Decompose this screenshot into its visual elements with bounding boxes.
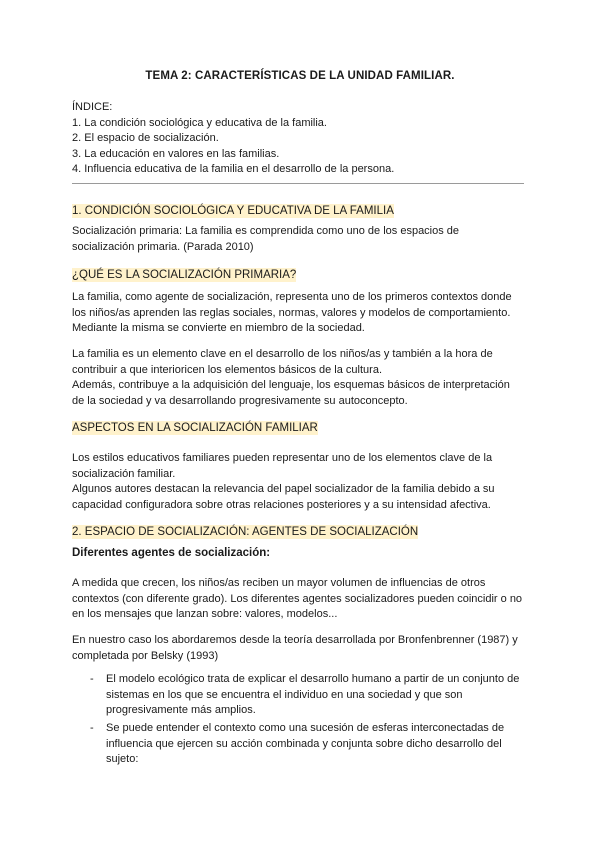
section-q-body-2 [72,347,524,409]
paragraph-line: En nuestro caso los abordaremos desde la teoría desarrollada por Bronfenbrenner (1987) y [72,634,518,646]
section-heading-aspectos: ASPECTOS EN LA SOCIALIZACIÓN FAMILIAR [72,422,318,434]
paragraph-line: Se puede entender el contexto como una sucesión de esferas interconectadas de [106,722,505,734]
paragraph-line: socialización primaria. (Parada 2010) [72,240,254,253]
section-2-body-1 [72,576,524,623]
paragraph-line: influencia que ejercen su acción combinada y conjunta sobre dicho desarrollo del [106,737,502,750]
section-2-body-2 [72,633,524,664]
bullet-text [106,672,524,719]
section-heading-espacio: 2. ESPACIO DE SOCIALIZACIÓN: AGENTES DE SOCIALIZACIÓN [72,526,419,538]
index-label: ÍNDICE: [72,101,113,113]
paragraph-line: sistemas en los que se encuentra el individuo en una sociedad y que son [106,688,463,701]
paragraph-line: de la sociedad y va desarrollando progresivamente su autoconcepto. [72,394,408,407]
section-1-body [72,224,524,255]
section-heading-condicion: 1. CONDICIÓN SOCIOLÓGICA Y EDUCATIVA DE LA FAMILIA [72,205,394,217]
bullet-dash: - [90,673,94,685]
paragraph-line: Socialización primaria: La familia es comprendida como uno de los espacios de [72,225,460,237]
paragraph-line: El modelo ecológico trata de explicar el desarrollo humano a partir de un conjunto de [106,673,520,685]
paragraph-line: Algunos autores destacan la relevancia del papel socializador de la familia debido a su [72,483,495,495]
paragraph-line: La familia es un elemento clave en el desarrollo de los niños/as y también a la hora de [72,348,493,360]
paragraph-line: A medida que crecen, los niños/as reciben un mayor volumen de influencias de otros [72,577,486,589]
index-item: 3. La educación en valores en las familias. [72,147,280,160]
paragraph-line: progresivamente más amplios. [106,704,256,716]
paragraph-line: Además, contribuye a la adquisición del lenguaje, los esquemas básicos de interpretación [72,379,510,391]
paragraph-line: La familia, como agente de socialización, representa uno de los primeros contextos donde [72,291,512,303]
index-item: 1. La condición sociológica y educativa de la familia. [72,116,327,129]
paragraph-line: socialización familiar. [72,467,176,480]
section-2 [72,525,524,541]
paragraph-line: en los mensajes que lanzan sobre: valores, modelos... [72,608,338,620]
section-2-subheading [72,546,524,562]
paragraph-line: los niños/as aprenden las reglas sociales, normas, valores y modelos de comportamiento. [72,306,511,319]
horizontal-divider [72,183,524,184]
paragraph-line: completada por Belsky (1993) [72,649,219,662]
section-socializacion-primaria [72,268,524,284]
index-item: 2. El espacio de socialización. [72,132,219,144]
section-1 [72,204,524,220]
paragraph-line: sujeto: [106,753,139,765]
paragraph-line: contribuir a que interioricen los elementos básicos de la cultura. [72,363,382,376]
index-block [72,100,524,178]
paragraph-line: Los estilos educativos familiares pueden representar uno de los elementos clave de la [72,452,493,464]
paragraph-line: contextos (con diferente grado). Los diferentes agentes socializadores pueden coincidir o no [72,592,523,605]
section-aspectos [72,421,524,437]
section-aspectos-body [72,451,524,513]
section-q-body-1 [72,290,524,337]
paragraph-line: capacidad configuradora sobre otras relaciones posteriores y a su intensidad afectiva. [72,498,491,511]
bullet-text [106,721,524,768]
section-heading-que-es: ¿QUÉ ES LA SOCIALIZACIÓN PRIMARIA? [72,269,297,281]
bullet-dash: - [90,722,94,734]
paragraph-line: Mediante la misma se convierte en miembro de la sociedad. [72,322,365,334]
page-title: TEMA 2: CARACTERÍSTICAS DE LA UNIDAD FAMILIAR. [145,70,455,82]
subheading: Diferentes agentes de socialización: [72,547,271,559]
index-item: 4. Influencia educativa de la familia en el desarrollo de la persona. [72,163,395,175]
